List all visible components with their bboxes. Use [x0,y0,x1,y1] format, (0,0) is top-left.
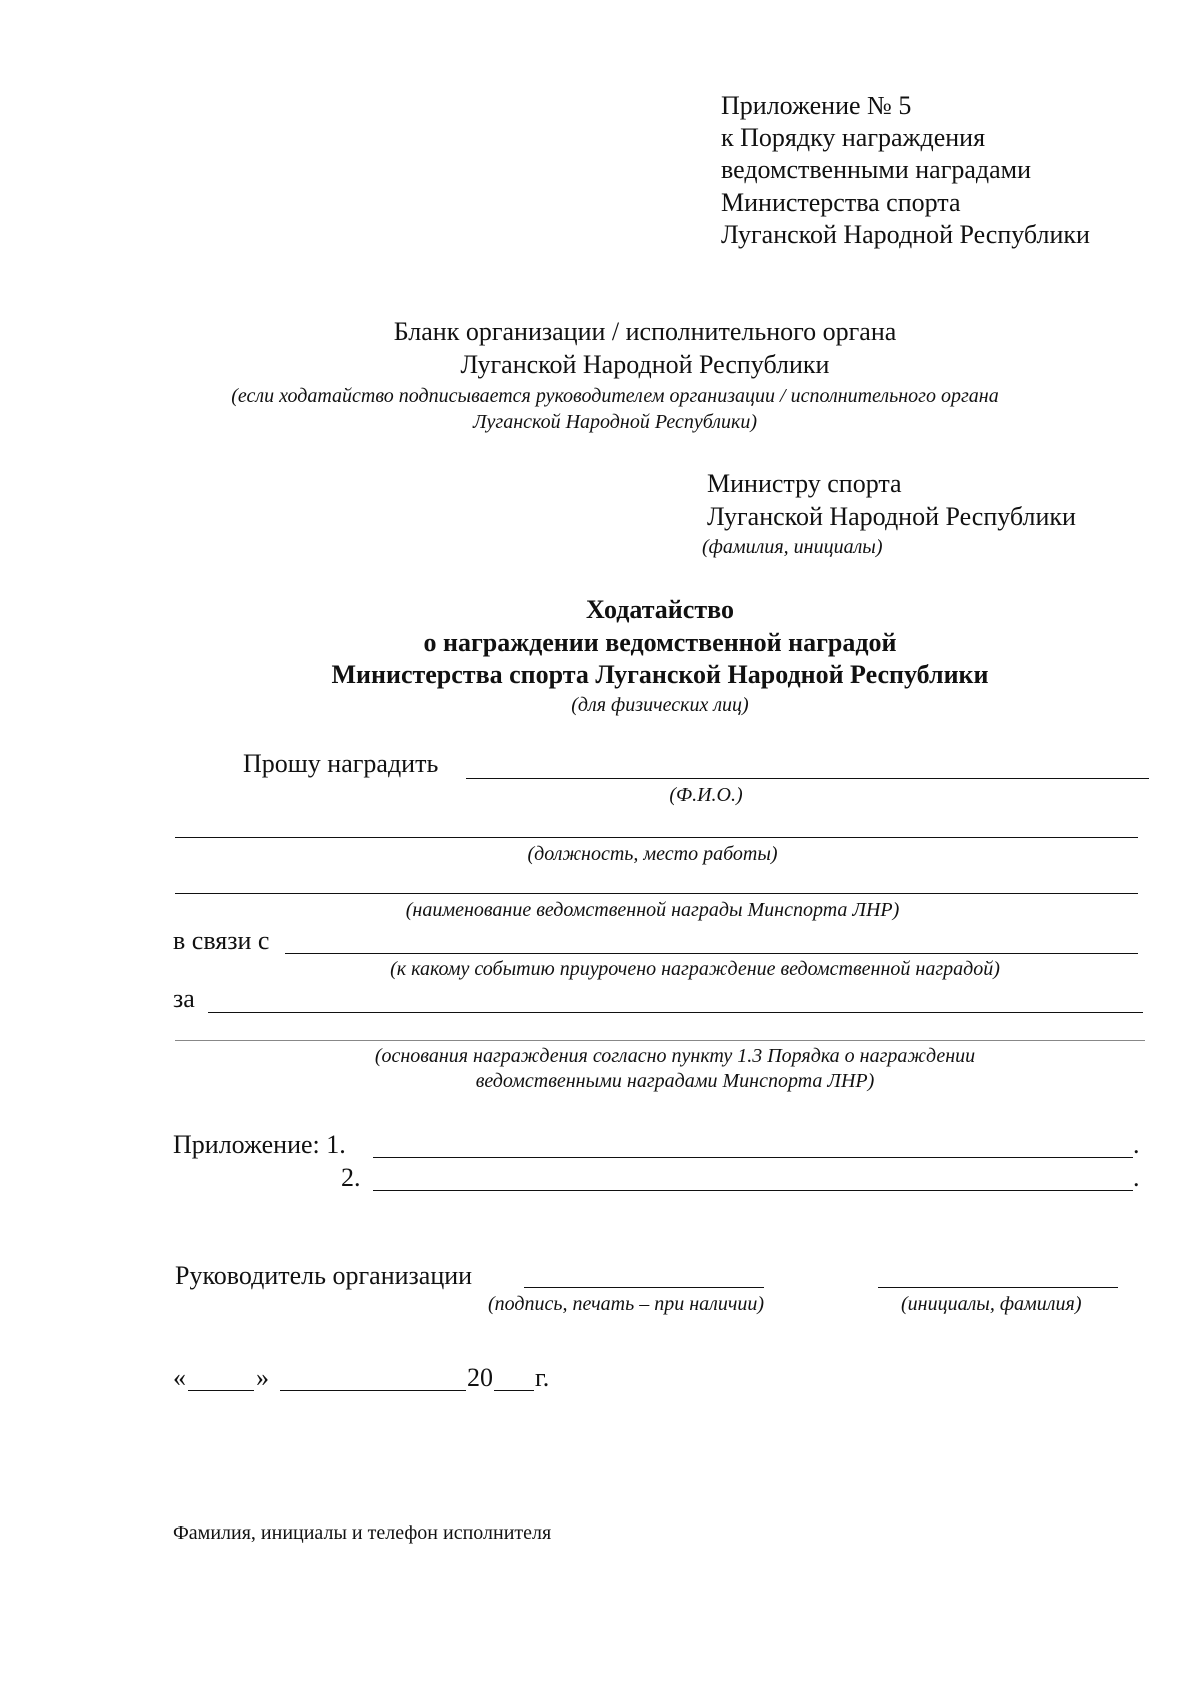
name-hint: (инициалы, фамилия) [901,1293,1082,1315]
appendix-line-5: Луганской Народной Республики [721,220,1090,249]
blank-line-1: Бланк организации / исполнительного органа [393,317,897,346]
fio-hint: (Ф.И.О.) [669,784,743,806]
attachment-2-dot: . [1133,1163,1140,1192]
head-label: Руководитель организации [175,1261,473,1290]
appendix-line-2: к Порядку награждения [721,123,986,152]
date-open-quote: « [173,1363,186,1392]
day-field-line[interactable] [188,1390,254,1391]
attachment-2-label: 2. [341,1163,361,1192]
attachments-label: Приложение: 1. [173,1130,346,1159]
name-field-line[interactable] [878,1287,1118,1288]
blank-line-2: Луганской Народной Республики [460,350,830,379]
request-label: Прошу наградить [243,749,439,778]
appendix-line-1: Приложение № 5 [721,91,912,120]
year-suffix: г. [535,1363,550,1392]
executor-footer: Фамилия, инициалы и телефон исполнителя [173,1522,552,1544]
title-line-3: Министерства спорта Луганской Народной Республики [331,660,989,689]
basis-field-line[interactable] [208,1012,1143,1013]
basis-field-line-2[interactable] [175,1040,1145,1041]
award-hint: (наименование ведомственной награды Минспорта ЛНР) [405,899,900,921]
year-field-line[interactable] [494,1390,534,1391]
title-line-1: Ходатайство [586,595,734,624]
basis-hint-1: (основания награждения согласно пункту 1.3 Порядка о награждении [374,1045,976,1067]
appendix-line-4: Министерства спорта [721,188,961,217]
appendix-line-3: ведомственными наградами [721,155,1032,184]
award-field-line[interactable] [175,893,1138,894]
attachment-2-field-line[interactable] [373,1190,1133,1191]
for-label: за [173,984,195,1013]
position-field-line[interactable] [175,837,1138,838]
title-line-2: о награждении ведомственной наградой [423,628,897,657]
basis-hint-2: ведомственными наградами Минспорта ЛНР) [475,1070,875,1092]
addressee-line-1: Министру спорта [707,469,902,498]
in-connection-label: в связи с [173,926,270,955]
event-field-line[interactable] [285,953,1138,954]
signature-hint: (подпись, печать – при наличии) [488,1293,765,1315]
addressee-line-2: Луганской Народной Республики [707,502,1076,531]
addressee-note: (фамилия, инициалы) [702,536,883,558]
blank-note-2: Луганской Народной Республики) [473,411,757,433]
title-subtitle: (для физических лиц) [571,694,749,716]
year-prefix: 20 [467,1363,493,1392]
event-hint: (к какому событию приурочено награждение ведомственной наградой) [390,958,1000,980]
month-field-line[interactable] [280,1390,466,1391]
date-close-quote: » [256,1363,269,1392]
signature-field-line[interactable] [524,1287,764,1288]
fio-field-line[interactable] [466,778,1149,779]
position-hint: (должность, место работы) [527,843,778,865]
blank-note-1: (если ходатайство подписывается руководителем организации / исполнительного органа [231,385,999,407]
attachment-1-field-line[interactable] [373,1157,1133,1158]
attachment-1-dot: . [1133,1130,1140,1159]
